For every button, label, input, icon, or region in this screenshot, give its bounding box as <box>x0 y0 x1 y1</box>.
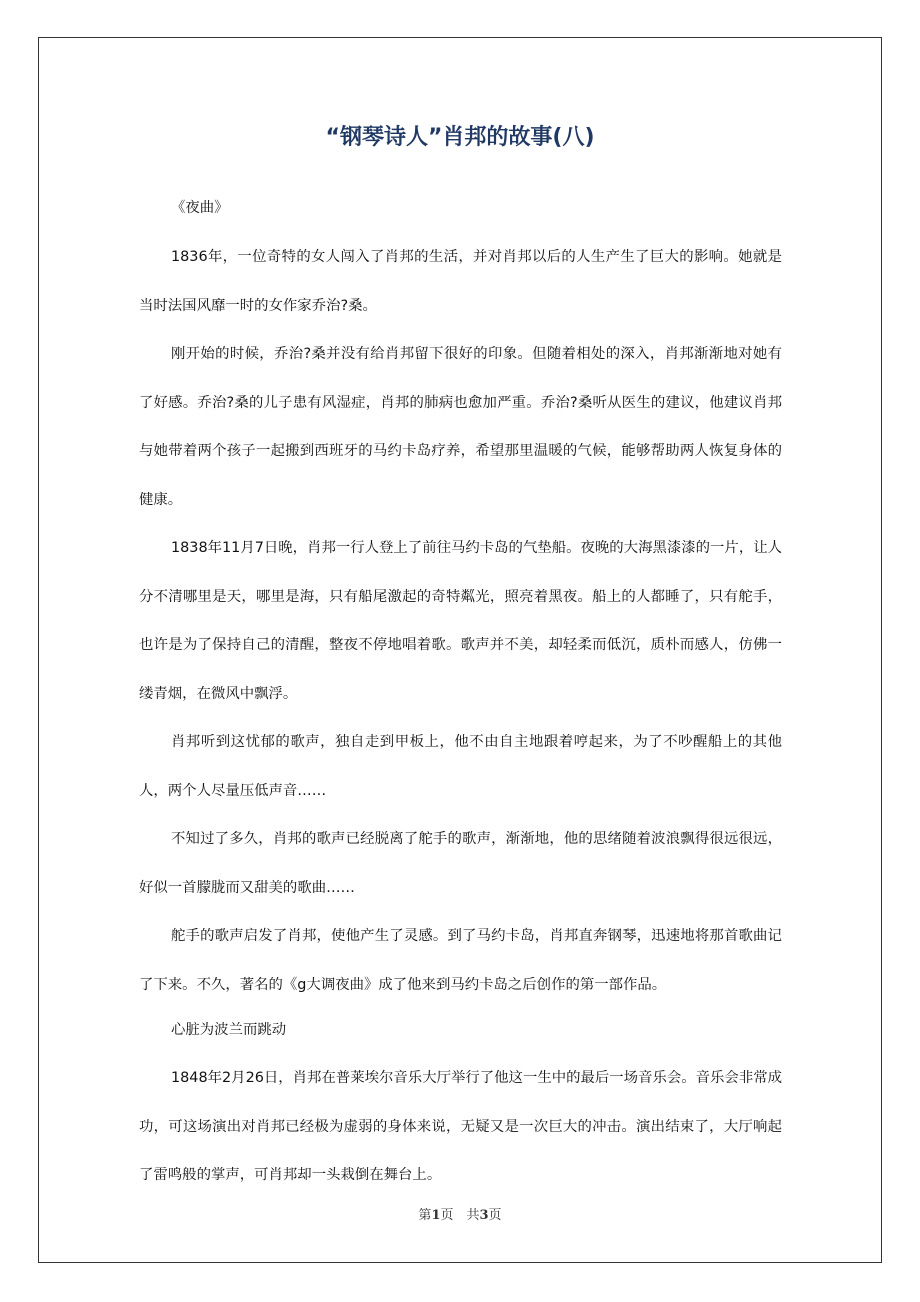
paragraph: 1848年2月26日，肖邦在普莱埃尔音乐大厅举行了他这一生中的最后一场音乐会。音乐会非常成功，可这场演出对肖邦已经极为虚弱的身体来说，无疑又是一次巨大的冲击。演出结束了，大厅响起了雷鸣般的掌声，可肖邦却一头栽倒在舞台上。 <box>139 1070 782 1183</box>
paragraph: 不知过了多久，肖邦的歌声已经脱离了舵手的歌声，渐渐地，他的思绪随着波浪飘得很远很远，好似一首朦胧而又甜美的歌曲…… <box>139 831 782 896</box>
document-title: “钢琴诗人”肖邦的故事(八) <box>325 125 595 150</box>
paragraph: 刚开始的时候，乔治?桑并没有给肖邦留下很好的印象。但随着相处的深入，肖邦渐渐地对她有了好感。乔治?桑的儿子患有风湿症，肖邦的肺病也愈加严重。乔治?桑听从医生的建议，他建议肖邦与她带着两个孩子一起搬到西班牙的马约卡岛疗养，希望那里温暖的气候，能够帮助两人恢复身体的健康。 <box>139 346 782 508</box>
footer-page-suffix: 页 <box>488 1208 502 1223</box>
footer-current-page: 1 <box>431 1208 441 1223</box>
paragraph: 1838年11月7日晚，肖邦一行人登上了前往马约卡岛的气垫船。夜晚的大海黑漆漆的一片，让人分不清哪里是天，哪里是海，只有船尾激起的奇特粼光，照亮着黑夜。船上的人都睡了，只有舵手，也许是为了保持自己的清醒，整夜不停地唱着歌。歌声并不美，却轻柔而低沉，质朴而感人，仿佛一缕青烟，在微风中飘浮。 <box>139 540 782 702</box>
footer-page-mid: 页 共 <box>440 1208 480 1223</box>
page-footer <box>0 1206 920 1226</box>
paragraph: 1836年，一位奇特的女人闯入了肖邦的生活，并对肖邦以后的人生产生了巨大的影响。她就是当时法国风靡一时的女作家乔治?桑。 <box>139 249 782 314</box>
paragraph: 肖邦听到这忧郁的歌声，独自走到甲板上，他不由自主地跟着哼起来，为了不吵醒船上的其他人，两个人尽量压低声音…… <box>139 734 782 799</box>
footer-total-pages: 3 <box>479 1208 489 1223</box>
paragraph-heading-heart: 心脏为波兰而跳动 <box>171 1022 287 1038</box>
footer-page-prefix: 第 <box>418 1208 432 1223</box>
paragraph: 舵手的歌声启发了肖邦，使他产生了灵感。到了马约卡岛，肖邦直奔钢琴，迅速地将那首歌曲记了下来。不久，著名的《g大调夜曲》成了他来到马约卡岛之后创作的第一部作品。 <box>139 928 782 993</box>
paragraph-heading-nocturne: 《夜曲》 <box>171 200 229 216</box>
